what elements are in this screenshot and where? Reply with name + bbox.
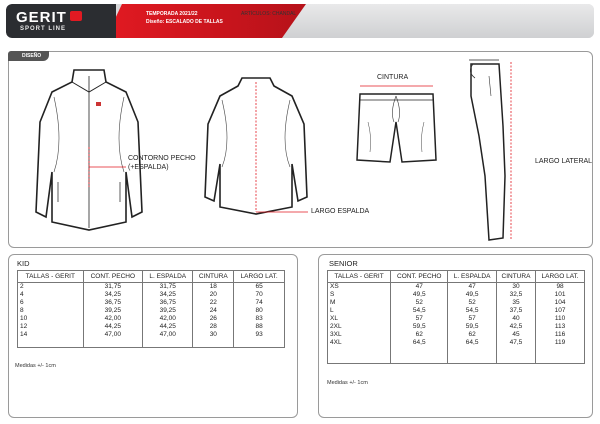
table-cell bbox=[391, 355, 448, 363]
table-cell: 54,5 bbox=[448, 307, 496, 315]
waist-label: CINTURA bbox=[377, 74, 409, 81]
jacket-front-drawing bbox=[34, 62, 144, 242]
table-cell: 113 bbox=[536, 323, 585, 331]
chest-label: CONTORNO PECHO bbox=[128, 155, 196, 162]
jacket-back-drawing bbox=[204, 72, 309, 222]
table-cell: 101 bbox=[536, 291, 585, 299]
table-cell: L bbox=[328, 307, 391, 315]
table-cell: 42,5 bbox=[496, 323, 535, 331]
table-cell: 83 bbox=[234, 315, 285, 323]
table-cell: 18 bbox=[193, 283, 234, 292]
table-cell: 45 bbox=[496, 331, 535, 339]
table-cell: 34,25 bbox=[143, 291, 193, 299]
table-cell: 52 bbox=[448, 299, 496, 307]
table-cell bbox=[83, 339, 143, 347]
design-text: Diseño: ESCALADO DE TALLAS bbox=[146, 19, 223, 25]
table-cell: 74 bbox=[234, 299, 285, 307]
table-cell: 35 bbox=[496, 299, 535, 307]
table-cell: 31,75 bbox=[143, 283, 193, 292]
table-cell: 44,25 bbox=[143, 323, 193, 331]
table-row bbox=[328, 323, 585, 331]
senior-panel bbox=[318, 254, 593, 418]
table-row bbox=[328, 331, 585, 339]
table-cell: 57 bbox=[448, 315, 496, 323]
table-cell: 26 bbox=[193, 315, 234, 323]
table-cell: 36,75 bbox=[143, 299, 193, 307]
table-cell: 32,5 bbox=[496, 291, 535, 299]
table-header: LARGO LAT. bbox=[536, 271, 585, 283]
table-cell bbox=[193, 339, 234, 347]
table-cell bbox=[328, 347, 391, 355]
table-header: TALLAS - GERIT bbox=[18, 271, 84, 283]
table-cell: 39,25 bbox=[83, 307, 143, 315]
table-cell: 2 bbox=[18, 283, 84, 292]
table-cell: 8 bbox=[18, 307, 84, 315]
pants-top-drawing bbox=[354, 82, 439, 167]
table-header: CINTURA bbox=[496, 271, 535, 283]
table-cell: 42,00 bbox=[143, 315, 193, 323]
table-header: L. ESPALDA bbox=[143, 271, 193, 283]
table-cell bbox=[18, 339, 84, 347]
chest-label-back: (+ESPALDA) bbox=[128, 164, 169, 171]
table-cell: 30 bbox=[193, 331, 234, 339]
table-row bbox=[18, 299, 285, 307]
table-header: L. ESPALDA bbox=[448, 271, 496, 283]
table-cell: 64,5 bbox=[391, 339, 448, 347]
table-cell: 12 bbox=[18, 323, 84, 331]
table-cell: 49,5 bbox=[448, 291, 496, 299]
table-cell: 110 bbox=[536, 315, 585, 323]
table-cell: 20 bbox=[193, 291, 234, 299]
table-row bbox=[18, 323, 285, 331]
kid-note: Medidas +/- 1cm bbox=[15, 363, 56, 369]
table-cell: 44,25 bbox=[83, 323, 143, 331]
table-cell: 36,75 bbox=[83, 299, 143, 307]
pants-side-drawing bbox=[459, 56, 519, 246]
table-cell: 14 bbox=[18, 331, 84, 339]
brand-logo: GERIT bbox=[16, 9, 67, 26]
table-header: CINTURA bbox=[193, 271, 234, 283]
senior-title: SENIOR bbox=[329, 259, 358, 268]
kid-panel bbox=[8, 254, 298, 418]
table-cell: 107 bbox=[536, 307, 585, 315]
table-cell: 30 bbox=[496, 283, 535, 292]
header-bar bbox=[6, 4, 594, 38]
table-row bbox=[328, 339, 585, 347]
table-cell: 37,5 bbox=[496, 307, 535, 315]
table-cell: M bbox=[328, 299, 391, 307]
table-cell: 47 bbox=[391, 283, 448, 292]
table-cell: 88 bbox=[234, 323, 285, 331]
table-cell: 57 bbox=[391, 315, 448, 323]
table-cell: 116 bbox=[536, 331, 585, 339]
table-cell: 98 bbox=[536, 283, 585, 292]
table-cell: 24 bbox=[193, 307, 234, 315]
table-row bbox=[18, 307, 285, 315]
design-tag: DISEÑO bbox=[8, 51, 49, 61]
table-cell bbox=[536, 355, 585, 363]
table-cell: XS bbox=[328, 283, 391, 292]
table-cell: 10 bbox=[18, 315, 84, 323]
table-cell bbox=[536, 347, 585, 355]
table-cell: 93 bbox=[234, 331, 285, 339]
table-cell bbox=[391, 347, 448, 355]
table-row bbox=[18, 283, 285, 292]
table-cell: 42,00 bbox=[83, 315, 143, 323]
season-text: TEMPORADA 2021/22 bbox=[146, 11, 198, 17]
kid-title: KID bbox=[17, 259, 30, 268]
back-length-label: LARGO ESPALDA bbox=[311, 208, 370, 215]
table-cell: S bbox=[328, 291, 391, 299]
side-length-label: LARGO LATERAL bbox=[535, 158, 593, 165]
table-cell bbox=[328, 355, 391, 363]
table-row bbox=[18, 339, 285, 347]
table-cell: 62 bbox=[391, 331, 448, 339]
senior-size-table bbox=[327, 270, 585, 364]
table-cell: 6 bbox=[18, 299, 84, 307]
table-cell: 47,5 bbox=[496, 339, 535, 347]
table-cell: 119 bbox=[536, 339, 585, 347]
table-cell: 4 bbox=[18, 291, 84, 299]
table-cell: 2XL bbox=[328, 323, 391, 331]
table-row bbox=[18, 315, 285, 323]
table-cell: 28 bbox=[193, 323, 234, 331]
design-panel bbox=[8, 51, 593, 248]
table-header: CONT. PECHO bbox=[391, 271, 448, 283]
table-header: CONT. PECHO bbox=[83, 271, 143, 283]
table-cell: 3XL bbox=[328, 331, 391, 339]
table-cell bbox=[234, 339, 285, 347]
kid-size-table bbox=[17, 270, 285, 348]
table-cell bbox=[496, 355, 535, 363]
table-cell: 70 bbox=[234, 291, 285, 299]
table-row bbox=[328, 283, 585, 292]
table-cell: 47 bbox=[448, 283, 496, 292]
table-row bbox=[328, 315, 585, 323]
table-cell: 59,5 bbox=[391, 323, 448, 331]
table-cell: 64,5 bbox=[448, 339, 496, 347]
table-cell: 47,00 bbox=[143, 331, 193, 339]
table-row bbox=[18, 291, 285, 299]
table-row bbox=[328, 299, 585, 307]
table-cell: 22 bbox=[193, 299, 234, 307]
table-cell: 47,00 bbox=[83, 331, 143, 339]
table-cell: 49,5 bbox=[391, 291, 448, 299]
table-cell: 4XL bbox=[328, 339, 391, 347]
table-header: LARGO LAT. bbox=[234, 271, 285, 283]
table-cell: 34,25 bbox=[83, 291, 143, 299]
table-cell: 52 bbox=[391, 299, 448, 307]
table-header: TALLAS - GERIT bbox=[328, 271, 391, 283]
table-row bbox=[18, 331, 285, 339]
table-cell: 54,5 bbox=[391, 307, 448, 315]
table-cell: 80 bbox=[234, 307, 285, 315]
brand-mark-icon bbox=[70, 11, 82, 21]
table-row bbox=[328, 291, 585, 299]
table-cell: 59,5 bbox=[448, 323, 496, 331]
table-cell bbox=[448, 355, 496, 363]
table-row bbox=[328, 347, 585, 355]
senior-note: Medidas +/- 1cm bbox=[327, 380, 368, 386]
table-cell bbox=[143, 339, 193, 347]
table-cell bbox=[448, 347, 496, 355]
table-cell: 39,25 bbox=[143, 307, 193, 315]
table-cell bbox=[496, 347, 535, 355]
table-cell: 104 bbox=[536, 299, 585, 307]
brand-subtitle: SPORT LINE bbox=[20, 26, 67, 32]
table-row bbox=[328, 355, 585, 363]
table-cell: 31,75 bbox=[83, 283, 143, 292]
table-cell: XL bbox=[328, 315, 391, 323]
table-row bbox=[328, 307, 585, 315]
articles-text: ARTÍCULOS: CHANDAL bbox=[241, 11, 297, 17]
table-cell: 40 bbox=[496, 315, 535, 323]
table-cell: 65 bbox=[234, 283, 285, 292]
table-cell: 62 bbox=[448, 331, 496, 339]
